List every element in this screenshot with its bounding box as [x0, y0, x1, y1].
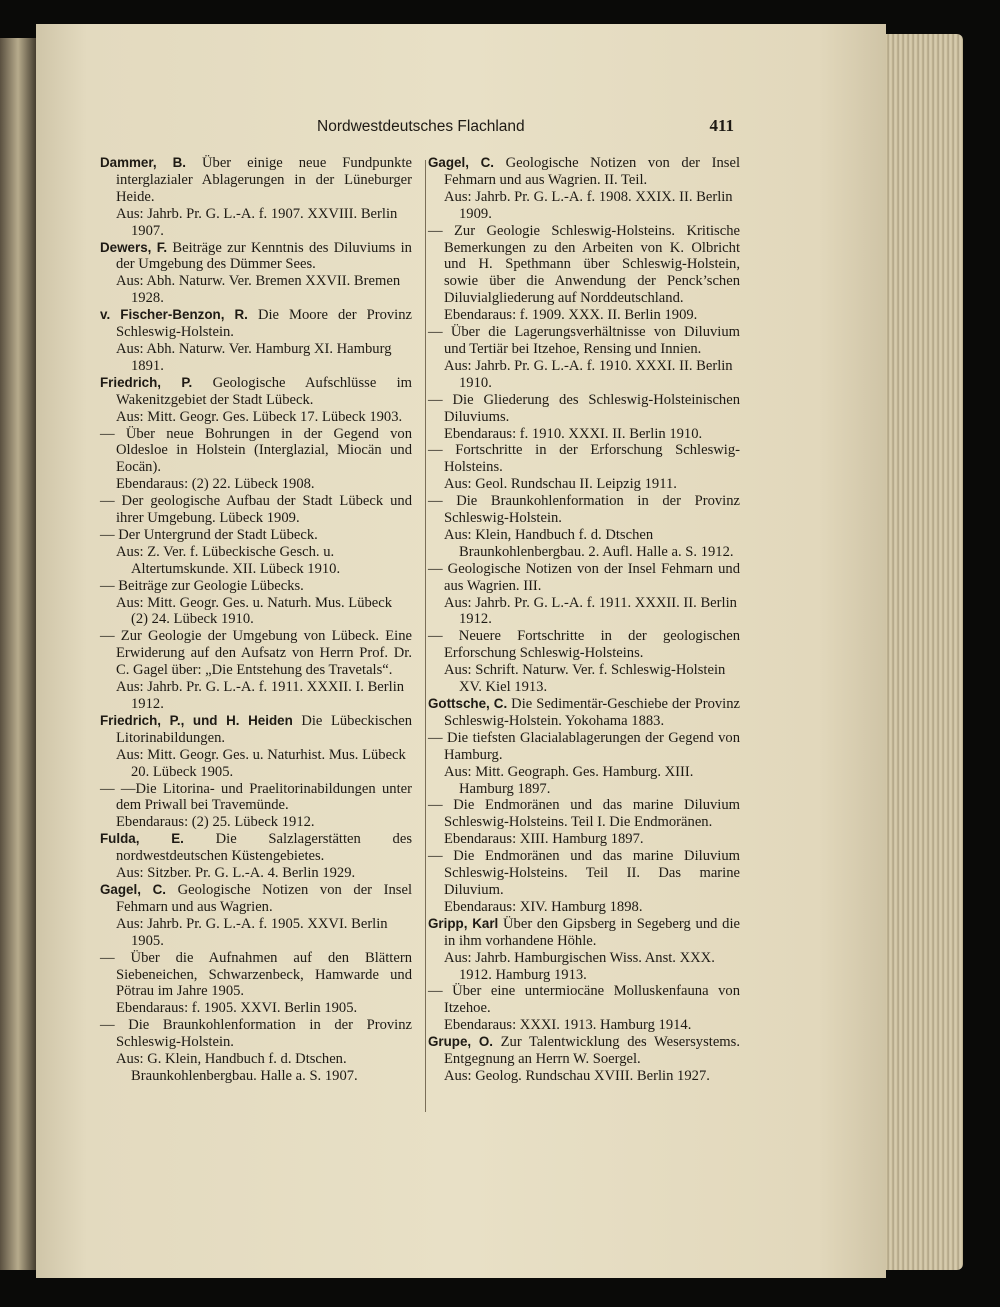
bibliography-entry [100, 375, 412, 426]
entry-author: Gagel, C. [100, 881, 166, 897]
entry-title [100, 628, 412, 679]
entry-source: Aus: Abh. Naturw. Ver. Hamburg XI. Hamburg 1891. [116, 340, 392, 374]
entry-text: Die Moore der Provinz Schleswig-Holstein. [116, 307, 413, 341]
entry-text: — Die Braunkohlenformation in der Provinz Schleswig-Holstein. [100, 1017, 412, 1051]
entry-title [100, 831, 412, 865]
entry-source: Aus: Jahrb. Pr. G. L.-A. f. 1910. XXXI. II. Berlin 1910. [444, 357, 733, 391]
entry-source: Aus: Jahrb. Pr. G. L.-A. f. 1905. XXVI. Berlin 1905. [116, 915, 388, 949]
bibliography-entry [428, 442, 740, 493]
entry-text: — Der Untergrund der Stadt Lübeck. [100, 526, 318, 543]
bibliography-entry [428, 324, 740, 392]
bibliography-entry [100, 527, 412, 578]
entry-title [428, 324, 740, 358]
bibliography-entry [428, 983, 740, 1034]
bibliography-entry [100, 1017, 412, 1085]
entry-text: Geologische Notizen von der Insel Fehmarn und aus Wagrien. II. Teil. [444, 155, 741, 188]
entry-text: — Fortschritte in der Erforschung Schleswig-Holsteins. [428, 442, 740, 476]
running-header [102, 116, 742, 140]
bibliography-entry [100, 781, 412, 832]
entry-text: Zur Talentwicklung des Wesersystems. Entgegnung an Herrn W. Soergel. [444, 1034, 740, 1068]
entry-title [100, 781, 412, 815]
entry-source: Ebendaraus: XIII. Hamburg 1897. [444, 831, 644, 848]
facing-page-edge [0, 38, 40, 1270]
entry-source: Ebendaraus: f. 1910. XXXI. II. Berlin 1910. [444, 425, 703, 442]
bibliography-entry [428, 696, 740, 730]
entry-source: Aus: Geol. Rundschau II. Leipzig 1911. [444, 476, 677, 493]
entry-text: — Neuere Fortschritte in der geologischen Erforschung Schleswig-Holsteins. [428, 628, 740, 662]
column-divider [425, 160, 426, 1112]
bibliography-entry [100, 155, 412, 240]
entry-text: — Über die Aufnahmen auf den Blättern Siebeneichen, Schwarzenbeck, Hamwarde und Pötrau im Jahre 1905. [100, 949, 412, 1000]
entry-title [428, 493, 740, 527]
entry-title [100, 950, 412, 1001]
entry-source: Aus: G. Klein, Handbuch f. d. Dtschen. Braunkohlenbergbau. Halle a. S. 1907. [116, 1051, 358, 1084]
entry-title [428, 561, 740, 595]
bibliography-entry [100, 882, 412, 950]
entry-title [100, 882, 412, 916]
entry-source: Aus: Z. Ver. f. Lübeckische Gesch. u. Altertumskunde. XII. Lübeck 1910. [116, 543, 341, 577]
entry-text: — Über eine untermiocäne Molluskenfauna von Itzehoe. [428, 983, 740, 1017]
entry-title [100, 578, 412, 595]
bibliography-entry [428, 493, 740, 561]
entry-source: Ebendaraus: f. 1905. XXVI. Berlin 1905. [116, 1000, 358, 1017]
entry-title [100, 1017, 412, 1051]
entry-author: v. Fischer-Benzon, R. [100, 307, 248, 323]
entry-text: Über einige neue Fundpunkte interglazialer Ablagerungen in der Lüneburger Heide. [116, 155, 413, 205]
entry-title [100, 426, 412, 477]
entry-source: Aus: Geolog. Rundschau XVIII. Berlin 1927. [444, 1067, 710, 1084]
entry-title [428, 797, 740, 831]
entry-source: Ebendaraus: XIV. Hamburg 1898. [444, 898, 643, 915]
entry-source: Aus: Jahrb. Pr. G. L.-A. f. 1908. XXIX. II. Berlin 1909. [444, 188, 733, 222]
entry-title [428, 628, 740, 662]
entry-source: Aus: Abh. Naturw. Ver. Bremen XXVII. Bremen 1928. [116, 273, 401, 307]
bibliography-entry [100, 240, 412, 308]
entry-text: — Beiträge zur Geologie Lübecks. [100, 577, 304, 594]
entry-text: Geologische Notizen von der Insel Fehmarn und aus Wagrien. [116, 881, 413, 915]
entry-source: Aus: Sitzber. Pr. G. L.-A. 4. Berlin 1929. [116, 865, 356, 882]
bibliography-entry [100, 628, 412, 713]
entry-text: — Die Gliederung des Schleswig-Holsteinischen Diluviums. [428, 391, 740, 425]
entry-text: Die Salzlagerstätten des nordwestdeutschen Küstengebietes. [116, 831, 412, 865]
entry-title [100, 493, 412, 527]
bibliography-entry [100, 426, 412, 494]
entry-title [428, 916, 740, 950]
bibliography-entry [428, 628, 740, 696]
entry-author: Gottsche, C. [428, 696, 508, 711]
entry-title [428, 155, 740, 189]
right-column [428, 155, 740, 1085]
entry-text: Geologische Aufschlüsse im Wakenitzgebiet der Stadt Lübeck. [116, 374, 412, 408]
bibliography-entry [100, 493, 412, 527]
running-title: Nordwestdeutsches Flachland [317, 118, 525, 135]
entry-text: Die Sedimentär-Geschiebe der Provinz Schleswig-Holstein. Yokohama 1883. [444, 696, 740, 729]
entry-author: Grupe, O. [428, 1034, 493, 1050]
bibliography-entry [100, 713, 412, 781]
bibliography-entry [428, 223, 740, 324]
entry-text: — Die Endmoränen und das marine Diluvium Schleswig-Holsteins. Teil II. Das marine Diluvium. [428, 848, 740, 898]
entry-author: Dewers, F. [100, 239, 168, 255]
entry-title [428, 223, 740, 308]
entry-text: Die Lübeckischen Litorinabildungen. [116, 712, 412, 746]
entry-source: Aus: Mitt. Geograph. Ges. Hamburg. XIII. Hamburg 1897. [444, 763, 694, 797]
bibliography-entry [428, 916, 740, 984]
entry-title [100, 240, 412, 274]
bibliography-entry [100, 307, 412, 375]
entry-source: Aus: Jahrb. Pr. G. L.-A. f. 1911. XXXII. I. Berlin 1912. [116, 679, 405, 712]
entry-source: Aus: Mitt. Geogr. Ges. u. Naturhist. Mus. Lübeck 20. Lübeck 1905. [116, 746, 406, 780]
entry-text: — Über neue Bohrungen in der Gegend von Oldesloe in Holstein (Interglazial, Miocän und Eocän). [100, 425, 412, 476]
entry-title [100, 713, 412, 747]
bibliography-entry [428, 730, 740, 798]
bibliography-entry [100, 578, 412, 629]
entry-source: Aus: Mitt. Geogr. Ges. Lübeck 17. Lübeck 1903. [116, 408, 403, 425]
entry-title [428, 392, 740, 426]
entry-title [100, 307, 412, 341]
entry-title [428, 730, 740, 764]
entry-title [428, 696, 740, 730]
entry-author: Gripp, Karl [428, 915, 499, 931]
entry-text: — Die Braunkohlenformation in der Provinz Schleswig-Holstein. [428, 493, 740, 527]
entry-author: Fulda, E. [100, 831, 184, 847]
bibliography-entry [428, 1034, 740, 1085]
entry-title [428, 442, 740, 476]
entry-text: Beiträge zur Kenntnis des Diluviums in der Umgebung des Dümmer Sees. [116, 239, 412, 273]
entry-text: — —Die Litorina- und Praelitorinabildungen unter dem Priwall bei Travemünde. [100, 780, 412, 814]
entry-source: Ebendaraus: XXXI. 1913. Hamburg 1914. [444, 1017, 692, 1034]
entry-author: Friedrich, P. [100, 374, 193, 390]
entry-title [428, 983, 740, 1017]
entry-title [100, 155, 412, 206]
entry-text: — Über die Lagerungsverhältnisse von Diluvium und Tertiär bei Itzehoe, Rensing und Innien. [428, 324, 740, 357]
bibliography-entry [100, 950, 412, 1018]
entry-title [428, 848, 740, 899]
entry-title [100, 527, 412, 544]
bibliography-entry [428, 155, 740, 223]
entry-author: Dammer, B. [100, 155, 187, 170]
entry-source: Ebendaraus: (2) 22. Lübeck 1908. [116, 476, 315, 493]
entry-text: — Zur Geologie der Umgebung von Lübeck. Eine Erwiderung auf den Aufsatz von Herrn Prof. Dr. C. Gagel über: „Die Entstehung des Travetals“. [100, 628, 412, 679]
left-column [100, 155, 412, 1085]
bibliography-entry [428, 797, 740, 848]
entry-source: Aus: Jahrb. Pr. G. L.-A. f. 1911. XXXII. II. Berlin 1912. [444, 594, 737, 628]
entry-source: Aus: Schrift. Naturw. Ver. f. Schleswig-Holstein XV. Kiel 1913. [444, 662, 726, 696]
entry-source: Ebendaraus: f. 1909. XXX. II. Berlin 1909. [444, 307, 698, 324]
entry-text: Über den Gipsberg in Segeberg und die in ihm vorhandene Höhle. [444, 915, 740, 949]
entry-title [100, 375, 412, 409]
entry-source: Aus: Jahrb. Pr. G. L.-A. f. 1907. XXVIII. Berlin 1907. [116, 205, 398, 239]
entry-source: Ebendaraus: (2) 25. Lübeck 1912. [116, 814, 315, 831]
entry-text: — Die tiefsten Glacialablagerungen der Gegend von Hamburg. [428, 729, 740, 763]
bibliography-entry [428, 392, 740, 443]
entry-author: Gagel, C. [428, 155, 494, 170]
bibliography-entry [428, 561, 740, 629]
entry-text: — Die Endmoränen und das marine Diluvium Schleswig-Holsteins. Teil I. Die Endmoränen. [428, 797, 740, 831]
entry-text: — Geologische Notizen von der Insel Fehmarn und aus Wagrien. III. [428, 560, 740, 594]
entry-text: — Zur Geologie Schleswig-Holsteins. Kritische Bemerkungen zu den Arbeiten von K. Olbricht und H. Spethmann über Schleswig-Holstein, sowie über die Anwendung der Penck’schen Diluvialgliederung auf Norddeutschland. [428, 222, 740, 307]
entry-source: Aus: Jahrb. Hamburgischen Wiss. Anst. XXX. 1912. Hamburg 1913. [444, 949, 715, 983]
entry-text: — Der geologische Aufbau der Stadt Lübeck und ihrer Umgebung. Lübeck 1909. [100, 493, 412, 527]
entry-source: Aus: Klein, Handbuch f. d. Dtschen Braunkohlenbergbau. 2. Aufl. Halle a. S. 1912. [444, 526, 734, 560]
bibliography-entry [428, 848, 740, 916]
entry-title [428, 1034, 740, 1068]
entry-source: Aus: Mitt. Geogr. Ges. u. Naturh. Mus. Lübeck (2) 24. Lübeck 1910. [116, 594, 393, 628]
page-number: 411 [709, 116, 734, 135]
bibliography-entry [100, 831, 412, 882]
entry-author: Friedrich, P., und H. Heiden [100, 712, 293, 728]
